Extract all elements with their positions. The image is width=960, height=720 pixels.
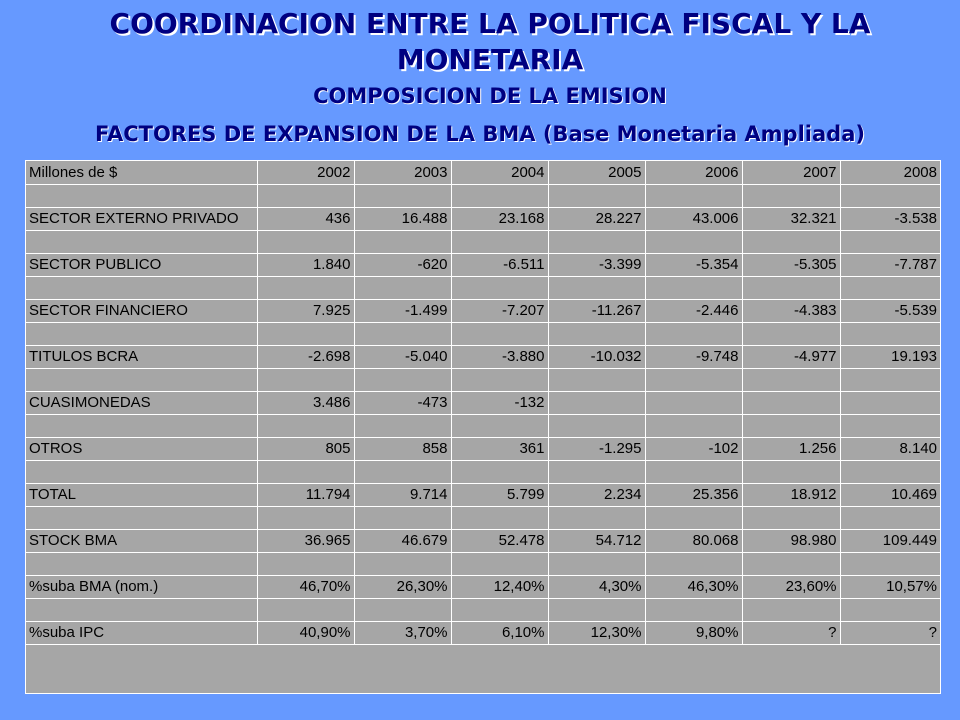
table-header-row bbox=[26, 161, 940, 184]
empty-cell bbox=[354, 368, 451, 391]
empty-cell bbox=[354, 598, 451, 621]
table-cell: 436 bbox=[257, 207, 354, 230]
table-row bbox=[26, 575, 940, 598]
unit-label: Millones de $ bbox=[26, 161, 257, 184]
empty-cell bbox=[548, 276, 645, 299]
row-label: %suba BMA (nom.) bbox=[26, 575, 257, 598]
year-header: 2006 bbox=[645, 161, 742, 184]
empty-cell bbox=[742, 276, 840, 299]
table-cell: 32.321 bbox=[742, 207, 840, 230]
empty-cell bbox=[354, 506, 451, 529]
empty-cell bbox=[451, 184, 548, 207]
empty-cell bbox=[257, 414, 354, 437]
table-cell: -3.880 bbox=[451, 345, 548, 368]
empty-cell bbox=[548, 506, 645, 529]
empty-cell bbox=[451, 460, 548, 483]
empty-cell bbox=[840, 322, 940, 345]
empty-cell bbox=[451, 322, 548, 345]
empty-cell bbox=[451, 598, 548, 621]
table-cell: 11.794 bbox=[257, 483, 354, 506]
table-cell: -132 bbox=[451, 391, 548, 414]
table-cell: 40,90% bbox=[257, 621, 354, 644]
table-cell: -102 bbox=[645, 437, 742, 460]
empty-cell bbox=[26, 230, 257, 253]
table-cell: 98.980 bbox=[742, 529, 840, 552]
row-label: STOCK BMA bbox=[26, 529, 257, 552]
empty-cell bbox=[257, 460, 354, 483]
table-cell: 2.234 bbox=[548, 483, 645, 506]
empty-cell bbox=[548, 414, 645, 437]
table-spacer-row bbox=[26, 460, 940, 483]
table-cell: 80.068 bbox=[645, 529, 742, 552]
year-header: 2004 bbox=[451, 161, 548, 184]
empty-cell bbox=[257, 368, 354, 391]
empty-cell bbox=[840, 506, 940, 529]
empty-cell bbox=[257, 184, 354, 207]
table-cell: 28.227 bbox=[548, 207, 645, 230]
empty-cell bbox=[451, 506, 548, 529]
empty-cell bbox=[840, 184, 940, 207]
table-cell: ? bbox=[742, 621, 840, 644]
empty-cell bbox=[840, 230, 940, 253]
empty-cell bbox=[26, 414, 257, 437]
table-cell: ? bbox=[840, 621, 940, 644]
empty-cell bbox=[548, 598, 645, 621]
empty-cell bbox=[840, 368, 940, 391]
table-cell: -7.207 bbox=[451, 299, 548, 322]
table-cell: 361 bbox=[451, 437, 548, 460]
table-row bbox=[26, 207, 940, 230]
table-cell bbox=[840, 391, 940, 414]
table-spacer-row bbox=[26, 414, 940, 437]
empty-cell bbox=[742, 552, 840, 575]
empty-cell bbox=[354, 460, 451, 483]
table-row bbox=[26, 391, 940, 414]
empty-cell bbox=[26, 598, 257, 621]
table-cell: 9.714 bbox=[354, 483, 451, 506]
table-cell: 16.488 bbox=[354, 207, 451, 230]
empty-cell bbox=[840, 414, 940, 437]
table-cell: 19.193 bbox=[840, 345, 940, 368]
empty-cell bbox=[742, 414, 840, 437]
year-header: 2003 bbox=[354, 161, 451, 184]
empty-cell bbox=[742, 368, 840, 391]
empty-cell bbox=[548, 184, 645, 207]
table-cell: 6,10% bbox=[451, 621, 548, 644]
table-cell: 10.469 bbox=[840, 483, 940, 506]
row-label: SECTOR PUBLICO bbox=[26, 253, 257, 276]
table-cell: -4.977 bbox=[742, 345, 840, 368]
table-cell: -3.538 bbox=[840, 207, 940, 230]
year-header: 2007 bbox=[742, 161, 840, 184]
empty-cell bbox=[257, 598, 354, 621]
empty-cell bbox=[354, 184, 451, 207]
table-cell: -9.748 bbox=[645, 345, 742, 368]
table-cell: -10.032 bbox=[548, 345, 645, 368]
table-spacer-row bbox=[26, 184, 940, 207]
empty-cell bbox=[742, 322, 840, 345]
empty-cell bbox=[451, 230, 548, 253]
empty-cell bbox=[354, 552, 451, 575]
empty-cell bbox=[26, 506, 257, 529]
table-cell: -5.354 bbox=[645, 253, 742, 276]
table-spacer-row bbox=[26, 552, 940, 575]
empty-cell bbox=[645, 368, 742, 391]
empty-cell bbox=[26, 368, 257, 391]
empty-cell bbox=[354, 276, 451, 299]
table-row bbox=[26, 345, 940, 368]
empty-cell bbox=[451, 552, 548, 575]
empty-cell bbox=[742, 506, 840, 529]
table-cell: 52.478 bbox=[451, 529, 548, 552]
empty-cell bbox=[548, 460, 645, 483]
table-cell: 12,40% bbox=[451, 575, 548, 598]
empty-cell bbox=[645, 322, 742, 345]
table-body bbox=[26, 161, 940, 644]
empty-cell bbox=[742, 230, 840, 253]
table-cell: 3.486 bbox=[257, 391, 354, 414]
table-caption: FACTORES DE EXPANSION DE LA BMA (Base Monetaria Ampliada) bbox=[95, 122, 865, 146]
row-label: OTROS bbox=[26, 437, 257, 460]
empty-cell bbox=[840, 598, 940, 621]
table-cell: 46.679 bbox=[354, 529, 451, 552]
table-spacer-row bbox=[26, 322, 940, 345]
table-cell: -5.305 bbox=[742, 253, 840, 276]
table-cell: 1.256 bbox=[742, 437, 840, 460]
empty-cell bbox=[354, 414, 451, 437]
table-cell: 7.925 bbox=[257, 299, 354, 322]
empty-cell bbox=[26, 322, 257, 345]
empty-cell bbox=[645, 552, 742, 575]
table-cell: 3,70% bbox=[354, 621, 451, 644]
slide-subtitle: COMPOSICION DE LA EMISION bbox=[313, 84, 667, 108]
table-cell bbox=[645, 391, 742, 414]
empty-cell bbox=[840, 552, 940, 575]
empty-cell bbox=[742, 460, 840, 483]
table-cell: 1.840 bbox=[257, 253, 354, 276]
table-cell: -11.267 bbox=[548, 299, 645, 322]
data-table-container bbox=[25, 160, 941, 694]
table-cell: 805 bbox=[257, 437, 354, 460]
table-cell: 8.140 bbox=[840, 437, 940, 460]
empty-cell bbox=[645, 230, 742, 253]
table-cell: -2.698 bbox=[257, 345, 354, 368]
table-cell: -473 bbox=[354, 391, 451, 414]
table-cell: 23,60% bbox=[742, 575, 840, 598]
table-spacer-row bbox=[26, 230, 940, 253]
empty-cell bbox=[548, 230, 645, 253]
table-cell: 46,30% bbox=[645, 575, 742, 598]
empty-cell bbox=[26, 184, 257, 207]
year-header: 2008 bbox=[840, 161, 940, 184]
table-cell: 23.168 bbox=[451, 207, 548, 230]
empty-cell bbox=[26, 276, 257, 299]
table-cell: -7.787 bbox=[840, 253, 940, 276]
empty-cell bbox=[257, 322, 354, 345]
table-cell: -620 bbox=[354, 253, 451, 276]
table-cell: 4,30% bbox=[548, 575, 645, 598]
empty-cell bbox=[257, 552, 354, 575]
row-label: %suba IPC bbox=[26, 621, 257, 644]
table-cell: 12,30% bbox=[548, 621, 645, 644]
year-header: 2005 bbox=[548, 161, 645, 184]
table-cell: 109.449 bbox=[840, 529, 940, 552]
table-spacer-row bbox=[26, 368, 940, 391]
row-label: SECTOR EXTERNO PRIVADO bbox=[26, 207, 257, 230]
empty-cell bbox=[742, 598, 840, 621]
table-row bbox=[26, 483, 940, 506]
row-label: CUASIMONEDAS bbox=[26, 391, 257, 414]
table-cell: 9,80% bbox=[645, 621, 742, 644]
table-cell: -1.295 bbox=[548, 437, 645, 460]
table-cell: 54.712 bbox=[548, 529, 645, 552]
year-header: 2002 bbox=[257, 161, 354, 184]
empty-cell bbox=[26, 552, 257, 575]
empty-cell bbox=[354, 322, 451, 345]
table-cell: -6.511 bbox=[451, 253, 548, 276]
table-cell bbox=[742, 391, 840, 414]
table-cell: -4.383 bbox=[742, 299, 840, 322]
table-cell: 10,57% bbox=[840, 575, 940, 598]
empty-cell bbox=[548, 322, 645, 345]
table-cell bbox=[548, 391, 645, 414]
empty-cell bbox=[840, 460, 940, 483]
empty-cell bbox=[645, 460, 742, 483]
table-cell: 25.356 bbox=[645, 483, 742, 506]
empty-cell bbox=[354, 230, 451, 253]
table-cell: -2.446 bbox=[645, 299, 742, 322]
table-row bbox=[26, 437, 940, 460]
table-cell: 46,70% bbox=[257, 575, 354, 598]
row-label: TITULOS BCRA bbox=[26, 345, 257, 368]
table-row bbox=[26, 299, 940, 322]
empty-cell bbox=[26, 460, 257, 483]
table-cell: 43.006 bbox=[645, 207, 742, 230]
empty-cell bbox=[840, 276, 940, 299]
table-spacer-row bbox=[26, 276, 940, 299]
empty-cell bbox=[645, 184, 742, 207]
empty-cell bbox=[742, 184, 840, 207]
data-table bbox=[26, 161, 940, 645]
table-cell: 36.965 bbox=[257, 529, 354, 552]
row-label: SECTOR FINANCIERO bbox=[26, 299, 257, 322]
table-cell: 26,30% bbox=[354, 575, 451, 598]
table-cell: 858 bbox=[354, 437, 451, 460]
empty-cell bbox=[451, 368, 548, 391]
table-row bbox=[26, 529, 940, 552]
table-cell: -1.499 bbox=[354, 299, 451, 322]
empty-cell bbox=[645, 506, 742, 529]
table-cell: 5.799 bbox=[451, 483, 548, 506]
slide-title: COORDINACION ENTRE LA POLITICA FISCAL Y LA MONETARIA bbox=[109, 7, 871, 76]
empty-cell bbox=[451, 276, 548, 299]
table-cell: -5.040 bbox=[354, 345, 451, 368]
empty-cell bbox=[548, 552, 645, 575]
table-row bbox=[26, 621, 940, 644]
table-cell: -3.399 bbox=[548, 253, 645, 276]
empty-cell bbox=[645, 414, 742, 437]
empty-cell bbox=[645, 598, 742, 621]
empty-cell bbox=[451, 414, 548, 437]
table-spacer-row bbox=[26, 506, 940, 529]
table-row bbox=[26, 253, 940, 276]
empty-cell bbox=[257, 276, 354, 299]
table-cell: 18.912 bbox=[742, 483, 840, 506]
table-cell: -5.539 bbox=[840, 299, 940, 322]
row-label: TOTAL bbox=[26, 483, 257, 506]
empty-cell bbox=[548, 368, 645, 391]
empty-cell bbox=[645, 276, 742, 299]
empty-cell bbox=[257, 230, 354, 253]
table-spacer-row bbox=[26, 598, 940, 621]
empty-cell bbox=[257, 506, 354, 529]
